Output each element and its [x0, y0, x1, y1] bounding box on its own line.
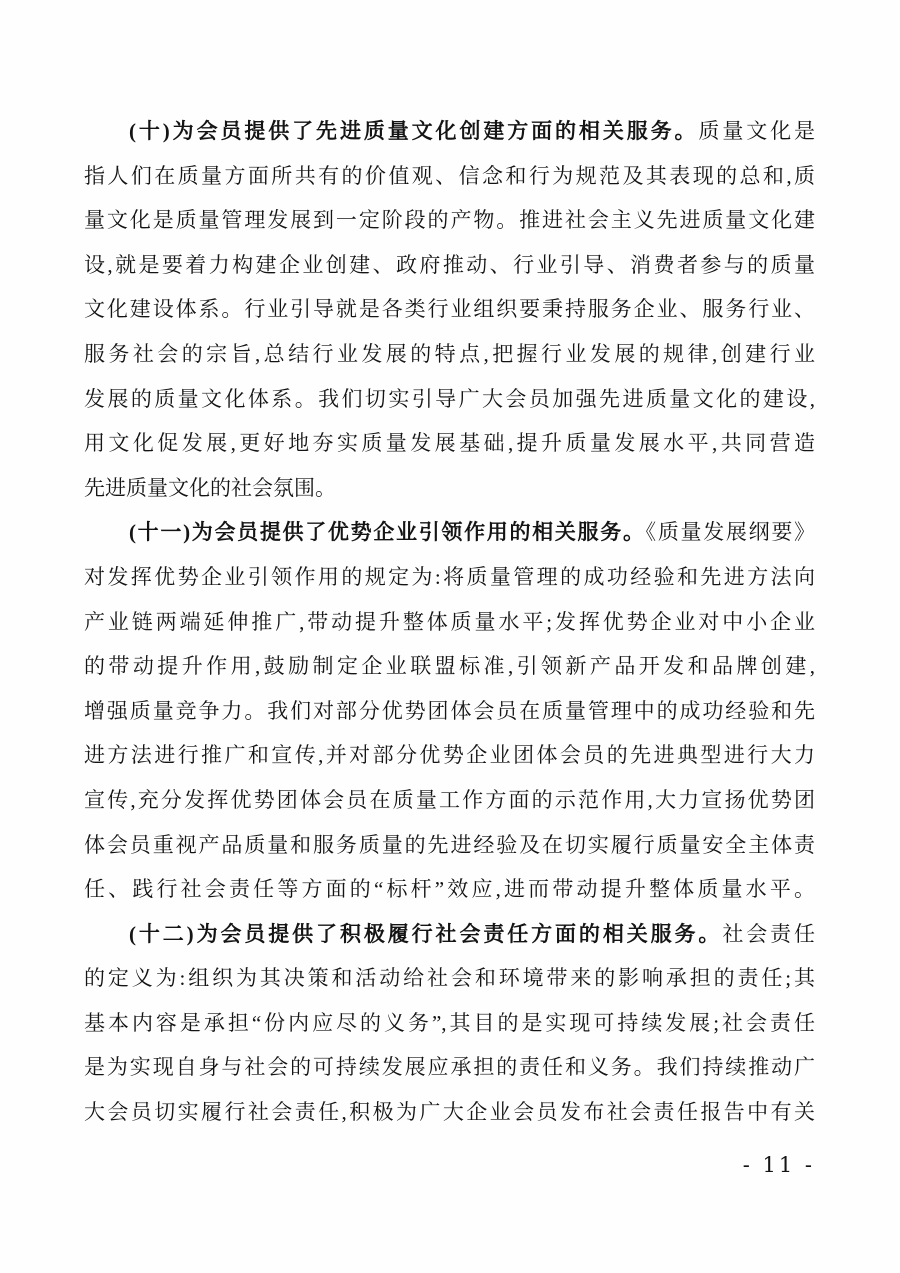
- section-heading: (十二)为会员提供了积极履行社会责任方面的相关服务。: [129, 921, 723, 946]
- text-line: 体会员重视产品质量和服务质量的先进经验及在切实履行质量安全主体责: [84, 832, 815, 857]
- text-line: 大会员切实履行社会责任,积极为广大企业会员发布社会责任报告中有关: [84, 1100, 815, 1125]
- text-line: 产业链两端延伸推广,带动提升整体质量水平;发挥优势企业对中小企业: [84, 609, 815, 634]
- text-line: 文化建设体系。行业引导就是各类行业组织要秉持服务企业、服务行业、: [84, 297, 815, 322]
- text-line: 进方法进行推广和宣传,并对部分优势企业团体会员的先进典型进行大力: [84, 743, 815, 768]
- text-line: [84, 912, 815, 957]
- heading-tail-text: 社会责任: [722, 921, 815, 946]
- text-line: 增强质量竞争力。我们对部分优势团体会员在质量管理中的成功经验和先: [84, 698, 815, 723]
- text-line: [84, 109, 815, 154]
- heading-tail-text: 《质量发展纲要》: [645, 520, 815, 545]
- text-line: 发展的质量文化体系。我们切实引导广大会员加强先进质量文化的建设,: [84, 386, 815, 411]
- text-line: [84, 510, 815, 555]
- text-line: 对发挥优势企业引领作用的规定为:将质量管理的成功经验和先进方法向: [84, 564, 815, 589]
- text-line: 指人们在质量方面所共有的价值观、信念和行为规范及其表现的总和,质: [84, 163, 815, 188]
- text-line: 任、践行社会责任等方面的“标杆”效应,进而带动提升整体质量水平。: [84, 877, 815, 902]
- section-heading: (十)为会员提供了先进质量文化创建方面的相关服务。: [129, 119, 699, 143]
- text-line: 基本内容是承担“份内应尽的义务”,其目的是实现可持续发展;社会责任: [84, 1010, 815, 1035]
- text-line: 量文化是质量管理发展到一定阶段的产物。推进社会主义先进质量文化建: [84, 208, 815, 233]
- text-line: 用文化促发展,更好地夯实质量发展基础,提升质量发展水平,共同营造: [84, 431, 815, 456]
- document-body: [84, 109, 815, 1135]
- section-heading: (十一)为会员提供了优势企业引领作用的相关服务。: [129, 520, 646, 545]
- text-line: 宣传,充分发挥优势团体会员在质量工作方面的示范作用,大力宣扬优势团: [84, 787, 815, 812]
- text-line: 设,就是要着力构建企业创建、政府推动、行业引导、消费者参与的质量: [84, 252, 815, 277]
- paragraph-10: [84, 109, 815, 510]
- text-line: 服务社会的宗旨,总结行业发展的特点,把握行业发展的规律,创建行业: [84, 341, 815, 366]
- paragraph-12: [84, 912, 815, 1135]
- text-line: 先进质量文化的社会氛围。: [84, 475, 336, 500]
- text-line: 是为实现自身与社会的可持续发展应承担的责任和义务。我们持续推动广: [84, 1055, 815, 1080]
- paragraph-11: [84, 510, 815, 911]
- text-line: 的定义为:组织为其决策和活动给社会和环境带来的影响承担的责任;其: [84, 966, 815, 991]
- heading-tail-text: 质量文化是: [698, 119, 815, 143]
- text-line: 的带动提升作用,鼓励制定企业联盟标准,引领新产品开发和品牌创建,: [84, 654, 815, 679]
- page-number: - 11 -: [742, 1153, 815, 1177]
